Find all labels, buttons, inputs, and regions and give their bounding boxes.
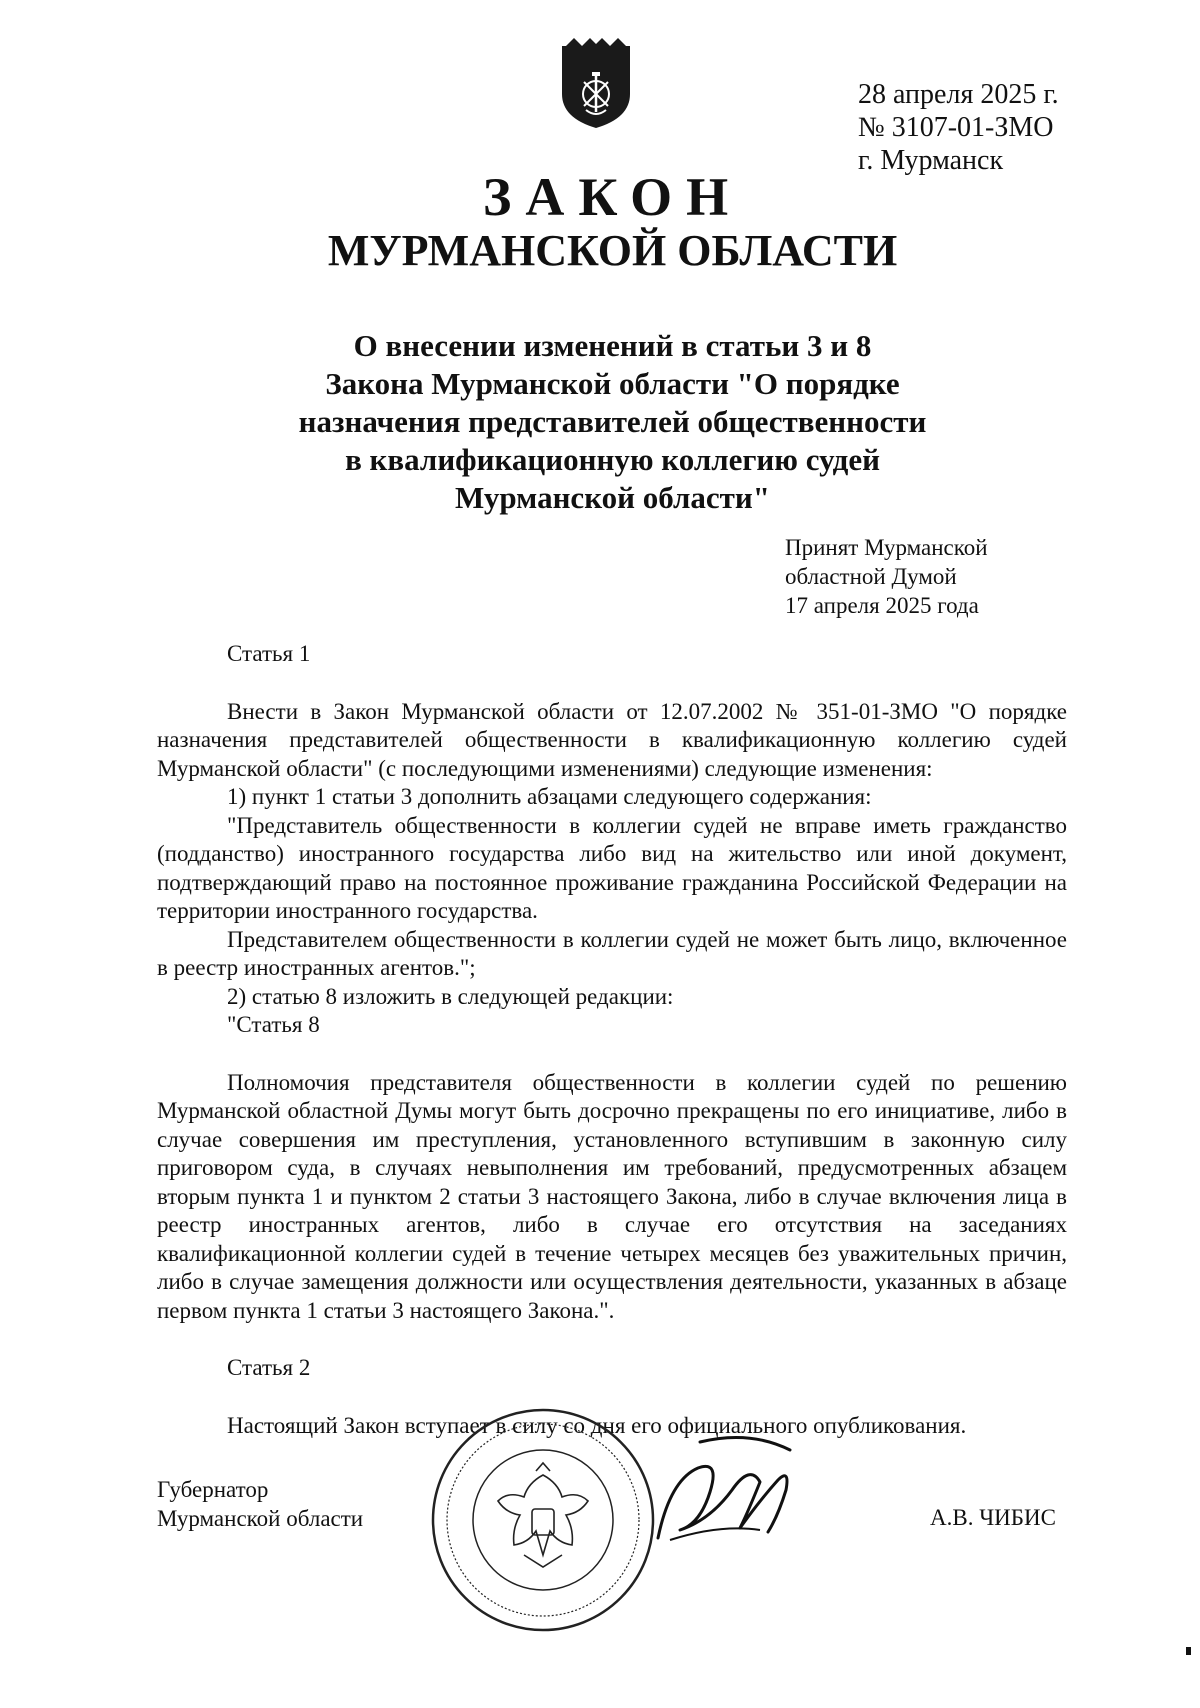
title-line: Мурманской области" <box>455 480 770 515</box>
document-number: № 3107-01-ЗМО <box>858 112 1054 143</box>
scan-mark <box>1186 1647 1191 1655</box>
document-city: г. Мурманск <box>858 145 1004 176</box>
law-region: МУРМАНСКОЙ ОБЛАСТИ <box>327 226 898 275</box>
title-line: назначения представителей общественности <box>298 404 927 439</box>
governor-seal-icon <box>428 1405 658 1635</box>
article-1-paragraph: 2) статью 8 изложить в следующей редакции: <box>227 983 674 1009</box>
document-title <box>200 327 1025 517</box>
article-1-paragraph: Внести в Закон Мурманской области от 12.07.2002 № 351-01-ЗМО "О порядке назначения представителей общественности в квалификационную коллегию судей Мурманской области" (с последующими изменениями) следующие изменения: <box>157 698 1067 781</box>
adoption-line: 17 апреля 2025 года <box>785 593 979 618</box>
article-1-heading: Статья 1 <box>227 641 311 666</box>
article-2-text: Настоящий Закон вступает в силу со дня его официального опубликования. <box>227 1412 967 1438</box>
article-1-paragraph: "Представитель общественности в коллегии судей не вправе иметь гражданство (подданство) иностранного государства либо вид на жительство или иной документ, подтверждающий право на постоянное проживание гражданина Российской Федерации на территории иностранного государства. <box>157 812 1067 923</box>
adoption-line: областной Думой <box>785 564 957 589</box>
document-body <box>157 640 1067 1440</box>
title-line: в квалификационную коллегию судей <box>345 442 880 477</box>
coat-of-arms-icon <box>556 36 636 132</box>
article-1-paragraph: Представителем общественности в коллегии судей не может быть лицо, включенное в реестр иностранных агентов."; <box>157 926 1067 980</box>
article-1-paragraph: 1) пункт 1 статьи 3 дополнить абзацами следующего содержания: <box>227 784 872 809</box>
document-date: 28 апреля 2025 г. <box>858 79 1059 110</box>
document-meta <box>858 78 1059 177</box>
title-line: О внесении изменений в статьи 3 и 8 <box>353 328 872 363</box>
signatory-position <box>157 1475 363 1533</box>
adoption-note <box>785 533 988 620</box>
article-2-heading: Статья 2 <box>227 1355 311 1380</box>
adoption-line: Принят Мурманской <box>785 535 988 560</box>
law-title: ЗАКОН <box>482 167 743 227</box>
handwritten-signature-icon <box>640 1420 810 1570</box>
signatory-position-line: Губернатор <box>157 1477 269 1502</box>
article-8-quoted-heading: "Статья 8 <box>227 1012 320 1037</box>
signatory-position-line: Мурманской области <box>157 1506 364 1531</box>
title-line: Закона Мурманской области "О порядке <box>325 366 900 401</box>
signatory-name: А.В. ЧИБИС <box>930 1505 1056 1530</box>
article-8-text: Полномочия представителя общественности в коллегии судей по решению Мурманской областной Думы могут быть досрочно прекращены по его инициативе, либо в случае совершения им преступления, установленного вступившим в законную силу приговором суда, в случаях невыполнения им требований, предусмотренных абзацем вторым пункта 1 и пунктом 2 статьи 3 настоящего Закона, либо в случае включения лица в реестр иностранных агентов, либо в случае его отсутствия на заседаниях квалификационной коллегии судей в течение четырех месяцев без уважительных причин, либо в случае замещения должности или осуществления деятельности, указанных в абзаце первом пункта 1 статьи 3 настоящего Закона.". <box>157 1069 1067 1323</box>
